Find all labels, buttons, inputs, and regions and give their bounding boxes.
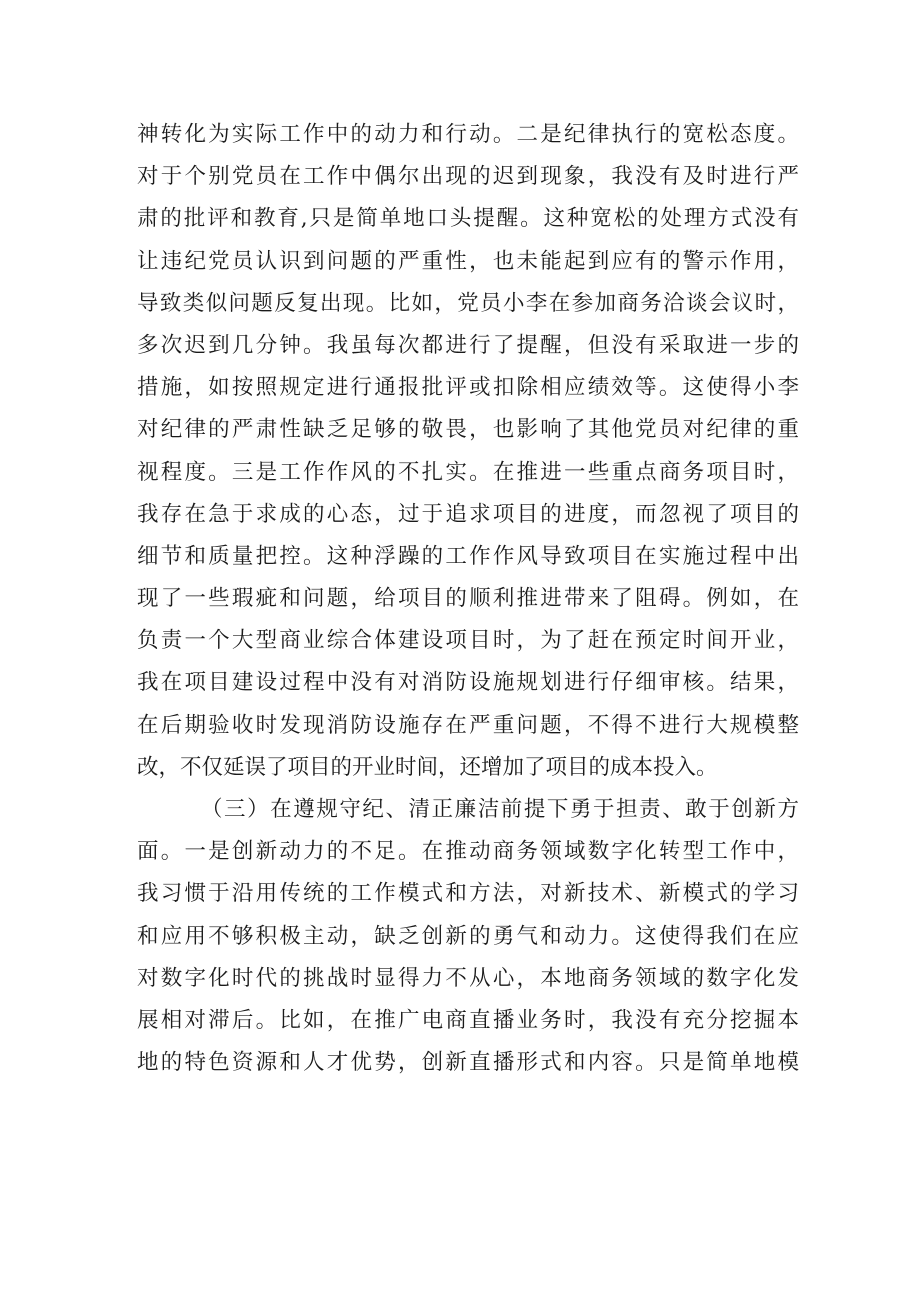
paragraph-last-line: 改，不仅延误了项目的开业时间，还增加了项目的成本投入。 (137, 754, 718, 780)
text-line: 我习惯于沿用传统的工作模式和方法，对新技术、新模式的学习 (137, 881, 799, 907)
text-line: 措施，如按照规定进行通报批评或扣除相应绩效等。这使得小李 (137, 375, 799, 401)
text-line: 让违纪党员认识到问题的严重性，也未能起到应有的警示作用， (137, 248, 799, 274)
section-heading-line: （三）在遵规守纪、清正廉洁前提下勇于担责、敢于创新方 (201, 797, 799, 822)
text-line: 负责一个大型商业综合体建设项目时，为了赶在预定时间开业， (137, 628, 799, 654)
text-line: 视程度。三是工作作风的不扎实。在推进一些重点商务项目时， (137, 459, 799, 485)
text-line: 对数字化时代的挑战时显得力不从心，本地商务领域的数字化发 (137, 965, 799, 991)
text-line: 和应用不够积极主动，缺乏创新的勇气和动力。这使得我们在应 (137, 923, 799, 949)
text-line: 细节和质量把控。这种浮躁的工作作风导致项目在实施过程中出 (137, 543, 799, 569)
text-line: 我存在急于求成的心态，过于追求项目的进度，而忽视了项目的 (137, 501, 799, 527)
text-line: 在后期验收时发现消防设施存在严重问题，不得不进行大规模整 (137, 712, 799, 738)
text-line: 我在项目建设过程中没有对消防设施规划进行仔细审核。结果， (137, 670, 799, 696)
text-line: 神转化为实际工作中的动力和行动。二是纪律执行的宽松态度。 (137, 122, 799, 147)
body-text (137, 114, 799, 1084)
text-line: 地的特色资源和人才优势，创新直播形式和内容。只是简单地模 (137, 1050, 799, 1076)
text-line: 面。一是创新动力的不足。在推动商务领域数字化转型工作中， (137, 839, 799, 865)
text-line: 多次迟到几分钟。我虽每次都进行了提醒，但没有采取进一步的 (137, 332, 799, 358)
text-line: 导致类似问题反复出现。比如，党员小李在参加商务洽谈会议时， (137, 290, 799, 316)
text-line: 现了一些瑕疵和问题，给项目的顺利推进带来了阻碍。例如，在 (137, 586, 799, 612)
text-line: 肃的批评和教育,只是简单地口头提醒。这种宽松的处理方式没有 (137, 206, 799, 232)
text-line: 对于个别党员在工作中偶尔出现的迟到现象，我没有及时进行严 (137, 164, 799, 190)
text-line: 展相对滞后。比如，在推广电商直播业务时，我没有充分挖掘本 (137, 1007, 799, 1033)
text-line: 对纪律的严肃性缺乏足够的敬畏，也影响了其他党员对纪律的重 (137, 417, 799, 443)
